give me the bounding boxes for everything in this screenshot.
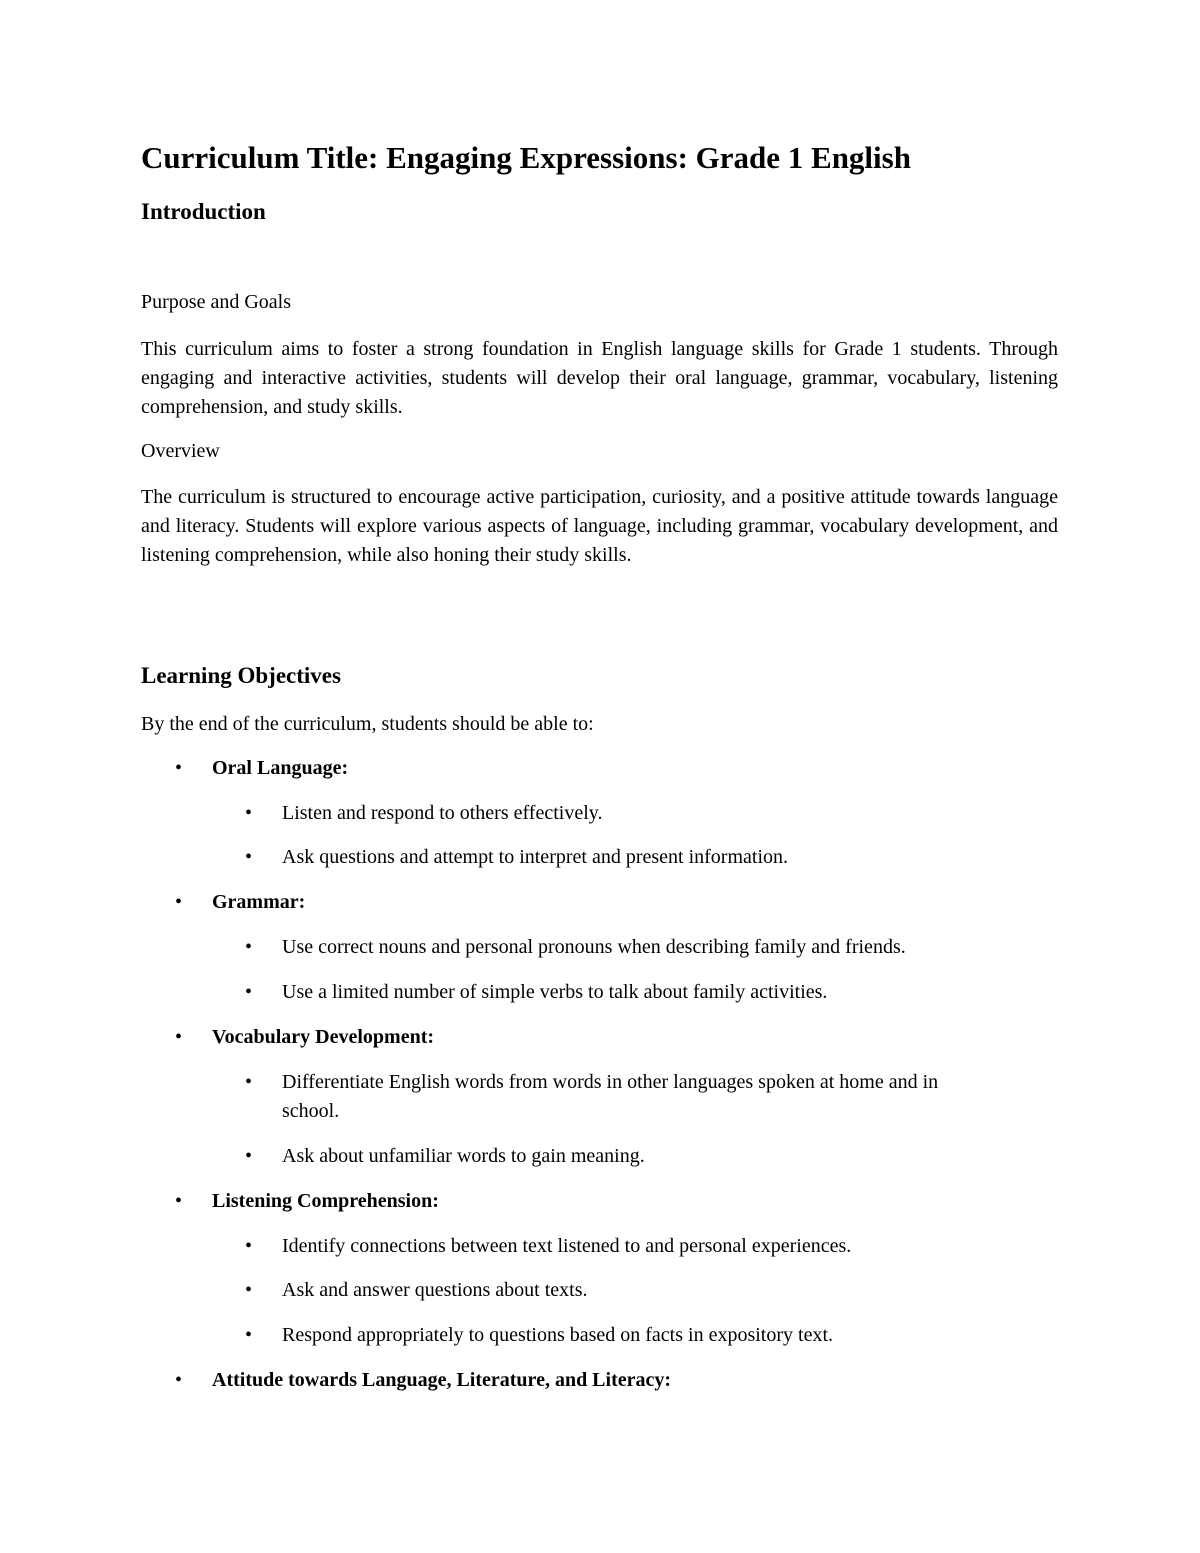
bullet-icon: • <box>175 1190 183 1212</box>
objective-subitem: Ask about unfamiliar words to gain meaning. <box>282 1145 645 1167</box>
bullet-icon: • <box>245 1324 253 1346</box>
bullet-icon: • <box>245 981 253 1003</box>
objective-subitem: Respond appropriately to questions based on facts in expository text. <box>282 1324 834 1346</box>
objective-label: Oral Language: <box>212 757 349 779</box>
bullet-icon: • <box>175 757 183 779</box>
objective-subitem: Identify connections between text listened to and personal experiences. <box>282 1235 852 1257</box>
purpose-goals-heading: Purpose and Goals <box>141 291 291 313</box>
bullet-icon: • <box>245 1279 253 1301</box>
bullet-icon: • <box>175 891 183 913</box>
learning-objectives-heading: Learning Objectives <box>141 663 341 688</box>
objective-label: Vocabulary Development: <box>212 1026 435 1048</box>
objective-label: Listening Comprehension: <box>212 1190 439 1212</box>
objective-label: Attitude towards Language, Literature, and Literacy: <box>212 1369 672 1391</box>
bullet-icon: • <box>175 1369 183 1391</box>
bullet-icon: • <box>245 846 253 868</box>
objective-subitem: Ask questions and attempt to interpret and present information. <box>282 846 788 868</box>
objective-subitem: Ask and answer questions about texts. <box>282 1279 588 1301</box>
bullet-icon: • <box>245 802 253 824</box>
overview-heading: Overview <box>141 440 220 462</box>
overview-paragraph: The curriculum is structured to encourage active participation, curiosity, and a positive attitude towards language and literacy. Students will explore various aspects of language, including grammar, vocabulary development, and listening comprehension, while also honing their study skills. <box>141 486 1058 566</box>
bullet-icon: • <box>245 1071 253 1093</box>
objective-label: Grammar: <box>212 891 306 913</box>
bullet-icon: • <box>175 1026 183 1048</box>
bullet-icon: • <box>245 1235 253 1257</box>
bullet-icon: • <box>245 936 253 958</box>
objectives-intro: By the end of the curriculum, students should be able to: <box>141 713 594 735</box>
objective-subitem: Differentiate English words from words in other languages spoken at home and in <box>282 1071 939 1093</box>
objective-subitem-continuation: school. <box>282 1100 340 1122</box>
introduction-heading: Introduction <box>141 199 266 224</box>
objective-subitem: Use correct nouns and personal pronouns when describing family and friends. <box>282 936 906 958</box>
objective-subitem: Listen and respond to others effectively. <box>282 802 603 824</box>
objective-subitem: Use a limited number of simple verbs to talk about family activities. <box>282 981 828 1003</box>
bullet-icon: • <box>245 1145 253 1167</box>
curriculum-title: Curriculum Title: Engaging Expressions: Grade 1 English <box>141 140 911 175</box>
purpose-goals-paragraph: This curriculum aims to foster a strong foundation in English language skills for Grade 1 students. Through engaging and interactive activities, students will develop their oral language, grammar, vocabulary, listening comprehension, and study skills. <box>141 338 1058 418</box>
